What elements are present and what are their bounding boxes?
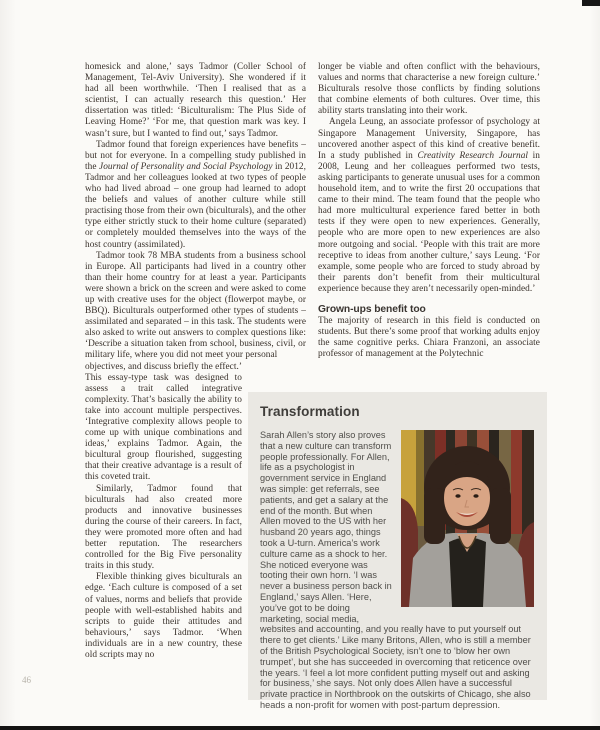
sidebar-paragraph: Sarah Allen’s story also proves that a new culture can transform people professionally. For Allen, life as a psychologist in government service in England was simple: get referrals, see patients, and get a salary at the end of the month. But when Allen moved to the US with her husband 20 years ago, things took a U-turn. America’s work culture came as a shock to her. She noticed everyone was tooting their own horn. ‘I was never a business person back in England,’ says Allen. ‘Here, you’ve got to be doing marketing, social media, websites and accounting, and you really have to put yourself out there to get clients.’ Like many Britons, Allen, who is still a member of the British Psychological Society, isn’t one to ‘blow her own trumpet’, but she has succeeded in overcoming that reticence over the years. ‘I feel a lot more confident putting myself out and asking for business,’ she says. Not only does Allen have a successful private practice in Northbrook on the outskirts of Chicago, she also heads a non-profit for women with post-partum depression. xyxy=(260,430,531,710)
paragraph xyxy=(318,117,540,295)
paragraph: longer be viable and often conflict with the behaviours, values and norms that characterise a new foreign culture.’ Biculturals resolve those conflicts by finding solutions that combine elements of both cultures. Over time, this ability starts translating into their work. xyxy=(318,62,540,117)
sarah-allen-photo xyxy=(401,430,534,607)
article-right-column xyxy=(318,62,540,360)
page-number: 46 xyxy=(22,675,31,685)
sidebar-title: Transformation xyxy=(260,404,360,419)
paragraph: homesick and alone,’ says Tadmor (Coller School of Management, Tel-Aviv University). She wondered if it had all been worthwhile. ‘Then I realised that as a scientist, I can actually research this question.’ Her dissertation was titled: ‘Biculturalism: The Plus Side of Leaving Home?’ ‘For me, that question mark was key. I wasn’t sure, but I wanted to find out,’ says Tadmor. xyxy=(85,62,306,139)
paragraph xyxy=(85,140,306,251)
sidebar-body xyxy=(260,430,534,711)
paragraph: Flexible thinking gives biculturals an edge. ‘Each culture is composed of a set of values, norms and beliefs that provide people with well-established habits and scripts to guide their attitudes and behaviours,’ says Tadmor. ‘When individuals are in a new country, these old scripts may no xyxy=(85,572,242,660)
section-heading: Grown-ups benefit too xyxy=(318,303,426,315)
scan-left-edge-shadow xyxy=(0,0,16,730)
portrait-illustration xyxy=(401,430,534,607)
paragraph: objectives, and discuss briefly the effect.’ This essay-type task was designed to assess a trait called integrative complexity. That’s basically the ability to take into account multiple perspectives. ‘Integrative complexity allows people to come up with unique combinations and ideas,’ explains Tadmor. Again, the bicultural group flourished, suggesting that their creative advantage is a result of this coveted trait. xyxy=(85,361,242,483)
text-segment: Angela Leung, an associate professor of psychology at Singapore Management University, Singapore, has uncovered another aspect of this kind of creative benefit. In a study published in xyxy=(318,117,540,161)
scan-corner-artifact xyxy=(582,0,600,6)
text-segment: in 2008, Leung and her colleagues performed two tests, asking participants to generate unusual uses for a common household item, and to write the first 20 occupations that came to their mind. The team found that the people who had more multicultural experience fared better in both tests if they were open to new experiences. Generally, people who are more open to new experiences are also more outgoing and social. ‘People with this trait are more receptive to ideas from another culture,’ says Leung. ‘For example, some people who are forced to study abroad by their parents don’t benefit from their multicultural experience because they aren’t necessarily open-minded.’ xyxy=(318,150,540,294)
text-segment: in 2012, Tadmor and her colleagues looked at two types of people who had lived abroad – one group had learned to adopt the beliefs and values of another culture while still practising those from their own (biculturals), and the other type either strictly stuck to their home culture (separated) or completely moulded themselves into the ways of the host country (assimilated). xyxy=(85,161,307,250)
scan-right-edge-shadow xyxy=(590,0,600,730)
paragraph: Similarly, Tadmor found that biculturals had also created more products and innovative businesses during the course of their careers. In fact, they were promoted more often and had better reputation. The researchers controlled for the Big Five personality traits in this study. xyxy=(85,483,242,572)
paragraph: Tadmor took 78 MBA students from a business school in Europe. All participants had lived in a country other than their home country for at least a year. Participants were shown a brick on the screen and were asked to come up with creative uses for the object (flowerpot maybe, or BBQ). Biculturals outperformed other types of students – assimilated and separated – in this task. The students were also asked to write out answers to complex questions like: ‘Describe a situation taken from school, business, civil, or military life, where you did not meet your personal xyxy=(85,250,306,361)
paragraph: The majority of research in this field is conducted on students. But there’s some proof that working adults enjoy the same cognitive perks. Chiara Franzoni, an associate professor of management at the Polytechnic xyxy=(318,316,540,360)
text-segment: Tadmor found that foreign experiences have benefits – but not for everyone. In a compelling study published in the xyxy=(85,139,306,172)
journal-title-italic: Journal of Personality and Social Psychology xyxy=(99,161,273,172)
journal-title-italic: Creativity Research Journal xyxy=(417,150,529,161)
scan-bottom-edge-artifact xyxy=(0,726,600,730)
transformation-sidebar xyxy=(248,392,547,710)
